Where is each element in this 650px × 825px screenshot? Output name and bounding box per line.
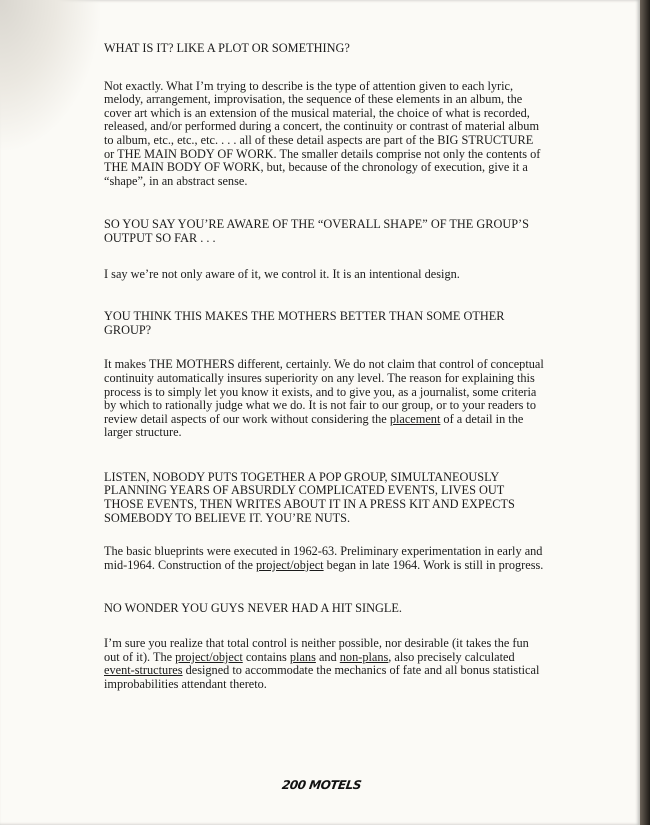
answer-4 — [104, 545, 544, 572]
answer-5-underlined-event-structures: event-structures — [104, 663, 183, 678]
answer-4-text-b: began in late 1964. Work is still in progress. — [323, 557, 544, 572]
interview-text — [104, 42, 544, 691]
question-2: SO YOU SAY YOU’RE AWARE OF THE “OVERALL SHAPE” OF THE GROUP’S OUTPUT SO FAR . . . — [104, 217, 529, 245]
answer-5-underlined-plans: plans — [289, 649, 316, 664]
answer-5-text-2: contains — [242, 649, 290, 664]
answer-4-text-a: The basic blueprints were executed in 1962-63. Preliminary experimentation in early and mid-1964. Construction of the — [104, 544, 543, 572]
question-3: YOU THINK THIS MAKES THE MOTHERS BETTER THAN SOME OTHER GROUP? — [104, 309, 505, 337]
question-5: NO WONDER YOU GUYS NEVER HAD A HIT SINGLE. — [104, 601, 402, 616]
answer-5-underlined-project-object: project/object — [175, 649, 243, 664]
answer-1: Not exactly. What I’m trying to describe is the type of attention given to each lyric, melody, arrangement, improvisation, the sequence of these elements in an album, the cover art which is an extension of the musical material, the choice of what is recorded, released, and/or performed during a concert, the continuity or contrast of material album to album, etc., etc., etc. . . . all of these detail aspects are part of the BIG STRUCTURE or THE MAIN BODY OF WORK. The smaller details comprise not only the contents of THE MAIN BODY OF WORK, but, because of the chronology of execution, give it a “shape”, in an abstract sense. — [104, 78, 541, 188]
page-edge-shadow — [640, 0, 650, 825]
answer-5-underlined-non-plans: non-plans — [339, 649, 389, 664]
answer-5-text-1: I’m sure you realize that total control is neither possible, nor desirable (it takes the fun out of it). The — [104, 636, 529, 664]
200-motels-logo: 200 MOTELS — [281, 778, 363, 792]
question-4: LISTEN, NOBODY PUTS TOGETHER A POP GROUP, SIMULTANEOUSLY PLANNING YEARS OF ABSURDLY COMPLICATED EVENTS, LIVES OUT THOSE EVENTS, THEN WRITES ABOUT IT IN A PRESS KIT AND EXPECTS SOMEBODY TO BELIEVE IT. YOU’RE NUTS. — [104, 469, 515, 525]
question-1: WHAT IS IT? LIKE A PLOT OR SOMETHING? — [104, 41, 350, 55]
answer-5 — [104, 637, 544, 691]
answer-5-text-3: and — [315, 649, 340, 664]
answer-2: I say we’re not only aware of it, we control it. It is an intentional design. — [104, 266, 460, 281]
answer-5-text-5: designed to accommodate the mechanics of fate and all bonus statistical improbabilities attendant thereto. — [104, 663, 540, 691]
answer-3-underlined-placement: placement — [389, 411, 441, 426]
answer-3 — [104, 358, 544, 440]
page-fold-shadow — [0, 0, 100, 150]
answer-3-text-a: It makes THE MOTHERS different, certainly. We do not claim that control of conceptual continuity automatically insures superiority on any level. The reason for explaining this process is to simply let you know it exists, and to give you, as a journalist, some criteria by which to rationally judge what we do. It is not fair to our group, or to your readers to review detail aspects of our work without considering the — [104, 357, 544, 426]
answer-5-text-4: , also precisely calculated — [388, 649, 515, 664]
answer-4-underlined-project-object: project/object — [256, 557, 324, 572]
answer-3-text-b: of a detail in the larger structure. — [104, 411, 524, 440]
